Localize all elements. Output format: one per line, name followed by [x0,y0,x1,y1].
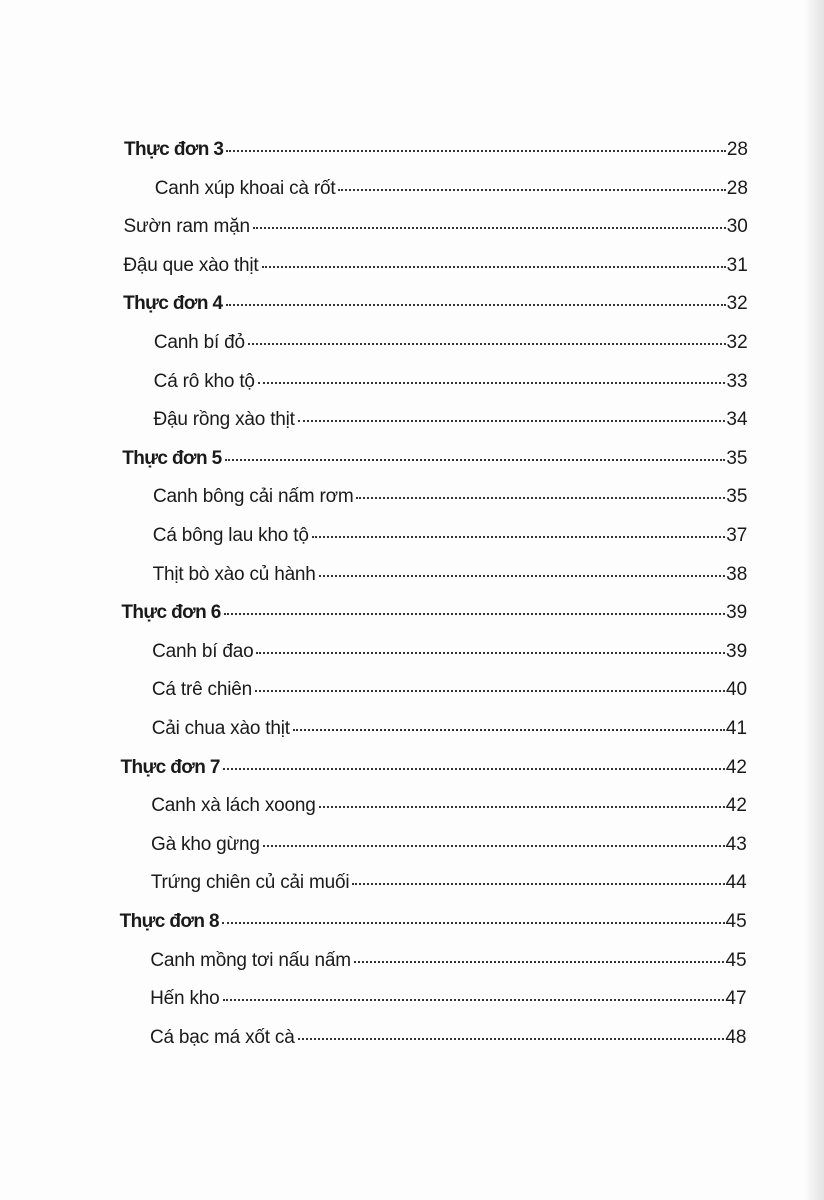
dot-leader [248,343,726,345]
toc-entry-title: Trứng chiên củ cải muối [150,872,350,894]
dot-leader [263,845,725,847]
dot-leader [319,806,725,808]
toc-entry-title: Hến kho [150,988,220,1010]
toc-entry-title: Canh mồng tơi nấu nấm [150,949,351,971]
toc-entry-page: 42 [725,756,747,778]
page-edge-shadow [804,0,824,1200]
toc-entry-page: 38 [726,563,748,585]
toc-entry-page: 37 [726,525,748,546]
dot-leader [354,961,725,963]
toc-entry-title: Cá rô kho tộ [153,370,255,392]
toc-entry-title: Canh bông cải nấm rơm [153,486,354,508]
toc-entry-page: 31 [726,254,748,276]
toc-entry-page: 47 [725,988,747,1010]
toc-entry-title: Thực đơn 5 [122,447,222,469]
toc-entry [151,834,747,864]
toc-entry [152,641,747,671]
toc-entry-title: Canh bí đỏ [153,332,245,353]
dot-leader [223,999,725,1001]
toc-entry-title: Cá bông lau kho tộ [152,525,309,546]
dot-leader [222,922,725,924]
dot-leader [256,652,725,654]
toc-entry-title: Canh bí đao [152,640,254,662]
toc-entry-page: 39 [726,602,748,624]
toc-entry [122,448,747,478]
toc-entry [153,525,748,555]
toc-entry [152,718,747,748]
toc-entry [153,486,747,516]
dot-leader [226,304,726,306]
toc-entry-page: 35 [726,486,748,508]
toc-entry-title: Đậu que xào thịt [123,254,259,276]
toc-entry-page: 42 [725,795,747,817]
dot-leader [356,497,725,499]
toc-entry [121,602,747,632]
toc-entry-page: 34 [726,409,748,431]
toc-entry [151,795,747,825]
toc-entry-page: 40 [725,679,748,701]
toc-entry [151,872,747,902]
toc-entry-title: Cải chua xào thịt [151,718,290,739]
toc-entry-page: 32 [726,293,748,315]
dot-leader [224,613,725,615]
toc-entry-page: 28 [726,139,748,160]
toc-entry-page: 28 [726,177,748,199]
toc-entry-title: Thực đơn 4 [123,293,223,315]
dot-leader [253,227,726,229]
dot-leader [258,382,726,384]
toc-entry-title: Canh xà lách xoong [151,795,316,817]
toc-entry [154,332,748,362]
toc-entry-title: Sườn ram mặn [123,216,250,238]
toc-entry-page: 48 [725,1026,747,1048]
toc-entry [124,139,748,169]
toc-entry [123,255,747,285]
toc-entry-page: 30 [726,216,748,238]
toc-entry [155,178,748,208]
dot-leader [298,1038,725,1040]
toc-entry-title: Thịt bò xào củ hành [152,563,316,585]
toc-entry [150,950,746,980]
toc-entry [124,216,748,246]
dot-leader [255,690,725,692]
toc-entry [150,1027,747,1057]
toc-entry-page: 33 [726,370,748,392]
toc-entry-title: Thực đơn 6 [121,602,221,624]
toc-entry-page: 45 [725,911,747,932]
dot-leader [225,459,726,461]
dot-leader [312,536,726,538]
toc-entry-page: 45 [725,949,747,971]
toc-entry [120,757,746,787]
toc-entry-title: Đậu rồng xào thịt [153,409,295,431]
dot-leader [298,420,726,422]
toc-entry [153,564,748,594]
toc-entry-page: 32 [726,332,748,353]
dot-leader [226,150,725,152]
toc-entry-title: Gà kho gừng [151,833,260,855]
toc-entry-page: 35 [726,447,748,469]
dot-leader [262,266,726,268]
toc-entry-page: 41 [725,718,748,739]
toc-entry-title: Cá bạc má xốt cà [149,1026,295,1048]
toc-entry [152,679,747,709]
dot-leader [223,768,725,770]
toc-entry [123,293,748,323]
dot-leader [338,189,725,191]
dot-leader [319,575,725,577]
toc-entry-page: 43 [725,833,747,855]
toc-entry-title: Cá trê chiên [151,679,252,701]
toc-entry [150,988,746,1018]
toc-entry-title: Thực đơn 8 [119,911,219,932]
toc-entry [120,911,747,941]
toc-entry-title: Thực đơn 3 [124,139,224,160]
toc-entry-title: Canh xúp khoai cà rốt [154,177,336,199]
toc-entry [153,409,747,439]
toc-entry-page: 44 [725,872,747,894]
toc-entry-title: Thực đơn 7 [120,756,220,778]
toc-entry-page: 39 [726,640,748,662]
dot-leader [352,883,724,885]
dot-leader [293,729,725,731]
toc-entry [154,371,748,401]
